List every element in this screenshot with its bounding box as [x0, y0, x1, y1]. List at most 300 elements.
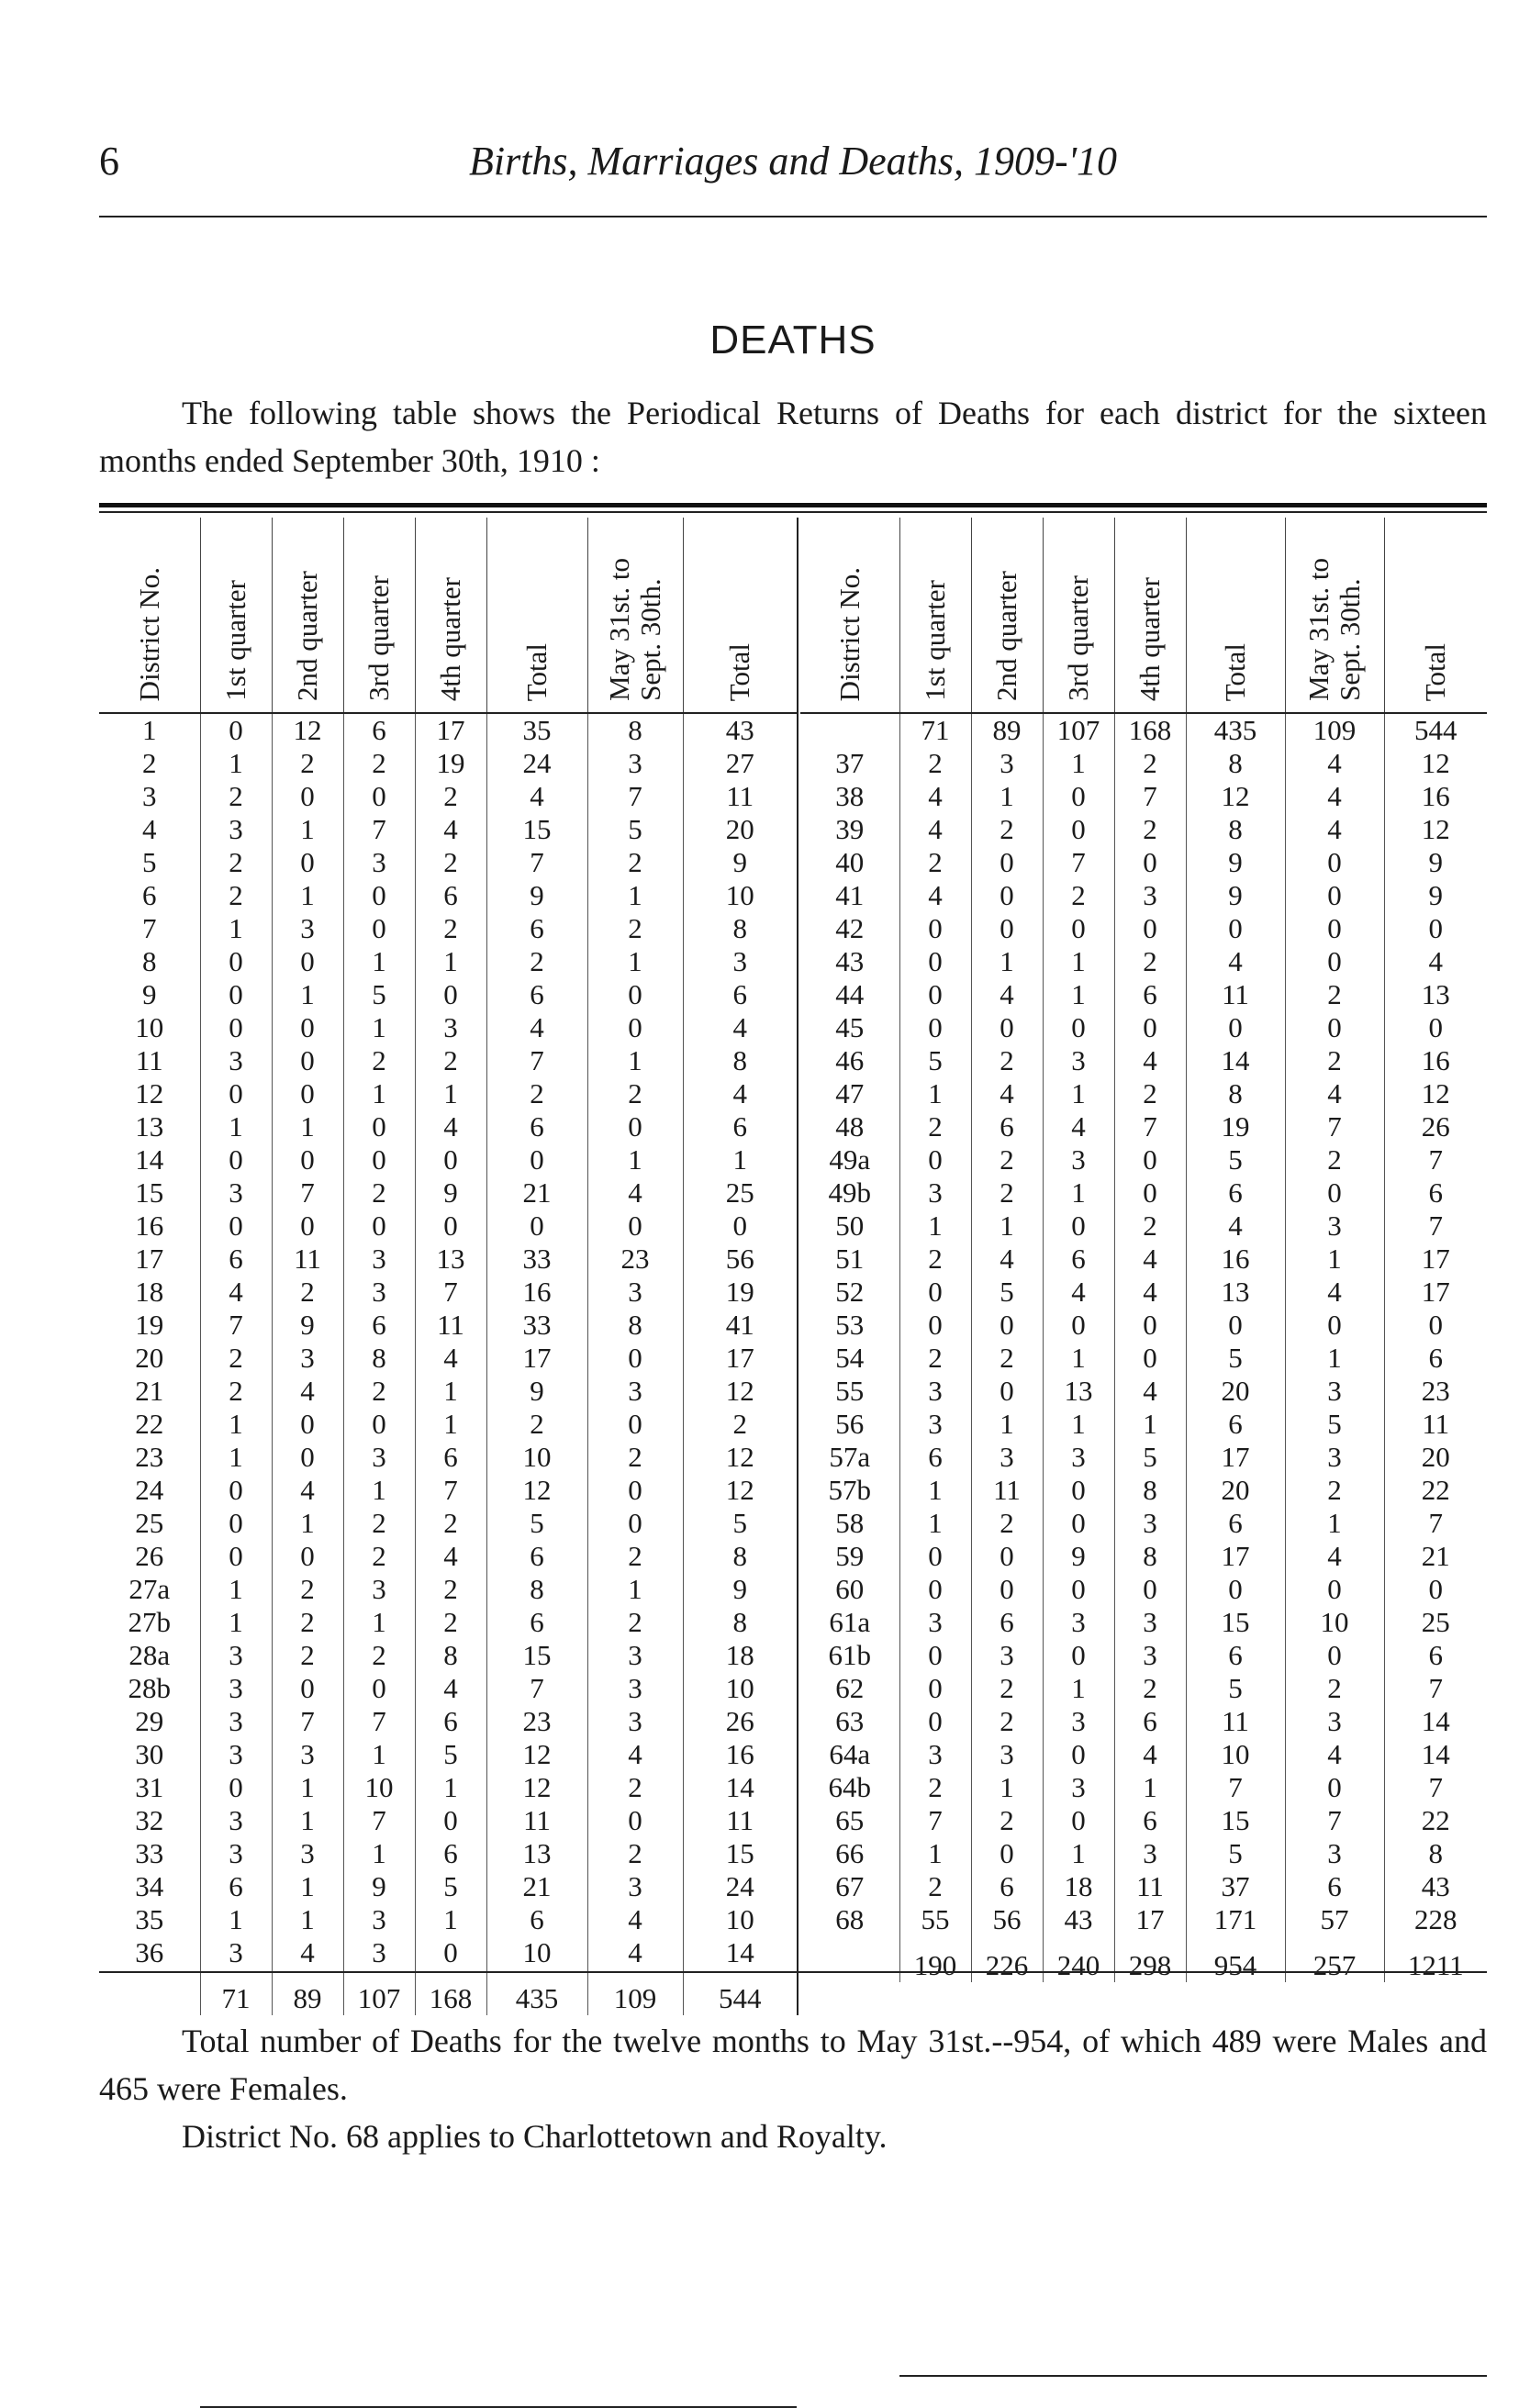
- count-cell: 3: [971, 1441, 1043, 1474]
- count-cell: 2: [200, 780, 272, 813]
- count-cell: 25: [1421, 1606, 1450, 1638]
- count-cell: 1211: [1407, 1949, 1464, 1981]
- count-cell: 1: [200, 1408, 272, 1441]
- count-cell: 11: [1186, 1705, 1285, 1738]
- district-number-cell: 6: [99, 879, 200, 912]
- count-cell: 2: [343, 747, 415, 780]
- count-cell: 89: [971, 713, 1043, 747]
- count-cell: 3: [1114, 1606, 1186, 1639]
- count-cell: 3: [272, 1342, 343, 1375]
- district-number-cell: 20: [99, 1342, 200, 1375]
- count-cell: 0: [1114, 1011, 1186, 1044]
- count-cell: 9: [272, 1309, 343, 1342]
- count-cell: 0: [1428, 1309, 1443, 1341]
- count-cell: 0: [1114, 912, 1186, 945]
- count-cell: 0: [587, 1210, 683, 1243]
- table-row: [99, 813, 797, 846]
- right-col-header-label: 4th quarter: [1134, 576, 1166, 701]
- count-cell: 0: [899, 978, 971, 1011]
- count-cell: 3: [1285, 1705, 1384, 1738]
- count-cell: 0: [272, 1011, 343, 1044]
- right-col-header: [1114, 518, 1186, 713]
- count-cell: 8: [732, 1044, 747, 1076]
- count-cell: 3: [200, 1804, 272, 1837]
- count-cell: 2: [415, 780, 486, 813]
- count-cell: 23: [1421, 1375, 1450, 1407]
- count-cell: 0: [272, 780, 343, 813]
- count-cell: 2: [971, 1705, 1043, 1738]
- count-cell: 3: [200, 1044, 272, 1077]
- count-cell: 27: [725, 747, 754, 779]
- count-cell: 2: [343, 1375, 415, 1408]
- right-table-body: [800, 713, 1487, 1982]
- right-col-header: [971, 518, 1043, 713]
- count-cell: 3: [1114, 1507, 1186, 1540]
- count-cell: 3: [1114, 879, 1186, 912]
- count-cell: 0: [587, 978, 683, 1011]
- district-number-cell: 4: [99, 813, 200, 846]
- table-row: [99, 1705, 797, 1738]
- district-number-cell: 24: [99, 1474, 200, 1507]
- count-cell: 3: [899, 1606, 971, 1639]
- count-cell: 5: [1186, 1342, 1285, 1375]
- count-cell: 0: [1186, 1309, 1285, 1342]
- table-bottom-rule: [99, 1971, 1487, 1973]
- count-cell: 2: [1285, 1672, 1384, 1705]
- count-cell: 4: [200, 1276, 272, 1309]
- count-cell: 2: [272, 1276, 343, 1309]
- count-cell: 4: [1114, 1738, 1186, 1771]
- district-number-cell: 42: [800, 912, 899, 945]
- count-cell: 8: [486, 1573, 587, 1606]
- count-cell: 3: [1114, 1837, 1186, 1870]
- count-cell: 3: [272, 1738, 343, 1771]
- district-number-cell: 22: [99, 1408, 200, 1441]
- count-cell: 0: [1114, 846, 1186, 879]
- table-row: [800, 1837, 1487, 1870]
- count-cell: 11: [726, 780, 754, 812]
- count-cell: 8: [732, 912, 747, 944]
- count-cell: 2: [1114, 1077, 1186, 1110]
- count-cell: 7: [1428, 1771, 1443, 1803]
- count-cell: 2: [971, 1672, 1043, 1705]
- count-cell: 3: [1043, 1705, 1114, 1738]
- count-cell: 1: [272, 978, 343, 1011]
- count-cell: 20: [1186, 1375, 1285, 1408]
- count-cell: 89: [272, 1969, 343, 2015]
- count-cell: 0: [200, 945, 272, 978]
- count-cell: 107: [343, 1969, 415, 2015]
- district-68-note: District No. 68 applies to Charlottetown and Royalty.: [182, 2118, 888, 2155]
- count-cell: 3: [1043, 1143, 1114, 1176]
- count-cell: 13: [1421, 978, 1450, 1010]
- page-number: 6: [99, 139, 119, 184]
- table-row: [99, 1011, 797, 1044]
- count-cell: 0: [971, 1375, 1043, 1408]
- count-cell: 257: [1285, 1936, 1384, 1982]
- count-cell: 4: [415, 1342, 486, 1375]
- district-number-cell: 19: [99, 1309, 200, 1342]
- count-cell: 56: [971, 1903, 1043, 1936]
- count-cell: 1: [200, 1606, 272, 1639]
- count-cell: 0: [415, 1936, 486, 1969]
- district-number-cell: 1: [99, 713, 200, 747]
- table-row: [800, 1870, 1487, 1903]
- count-cell: 4: [486, 1011, 587, 1044]
- intro-paragraph: The following table shows the Periodical Returns of Deaths for each district for the sixteen months ended September 30th, 1910 :: [99, 395, 1487, 479]
- count-cell: 20: [725, 813, 754, 845]
- count-cell: 2: [343, 1044, 415, 1077]
- count-cell: 14: [725, 1771, 754, 1803]
- count-cell: 107: [1043, 713, 1114, 747]
- count-cell: 1: [1043, 1672, 1114, 1705]
- count-cell: 2: [486, 1408, 587, 1441]
- count-cell: 17: [415, 713, 486, 747]
- count-cell: 3: [1114, 1639, 1186, 1672]
- count-cell: 2: [971, 813, 1043, 846]
- count-cell: 0: [415, 1804, 486, 1837]
- count-cell: 3: [343, 1936, 415, 1969]
- count-cell: 4: [1114, 1044, 1186, 1077]
- count-cell: 2: [587, 846, 683, 879]
- count-cell: 3: [587, 1672, 683, 1705]
- left-col-header-label: District No.: [132, 566, 165, 701]
- table-row: [99, 1077, 797, 1110]
- count-cell: 2: [587, 1771, 683, 1804]
- count-cell: 33: [486, 1309, 587, 1342]
- district-number-cell: 27a: [99, 1573, 200, 1606]
- count-cell: 0: [1114, 1573, 1186, 1606]
- district-number-cell: 49b: [800, 1176, 899, 1210]
- count-cell: 1: [415, 1903, 486, 1936]
- count-cell: 9: [415, 1176, 486, 1210]
- table-row: [800, 747, 1487, 780]
- count-cell: 1: [1043, 747, 1114, 780]
- count-cell: 7: [272, 1176, 343, 1210]
- table-row: [99, 1276, 797, 1309]
- district-number-cell: 8: [99, 945, 200, 978]
- count-cell: 9: [343, 1870, 415, 1903]
- count-cell: 7: [486, 1672, 587, 1705]
- count-cell: 8: [1114, 1540, 1186, 1573]
- count-cell: 0: [343, 1143, 415, 1176]
- count-cell: 6: [971, 1110, 1043, 1143]
- left-col-header: [343, 518, 415, 713]
- count-cell: 1: [1043, 1342, 1114, 1375]
- count-cell: 435: [1186, 713, 1285, 747]
- count-cell: 2: [272, 1639, 343, 1672]
- count-cell: 8: [587, 1309, 683, 1342]
- left-col-header-label: Total: [723, 642, 756, 701]
- table-row: [99, 1110, 797, 1143]
- right-col-header: [1384, 518, 1487, 713]
- district-number-cell: 62: [800, 1672, 899, 1705]
- right-col-header: [1285, 518, 1384, 713]
- count-cell: 10: [1285, 1606, 1384, 1639]
- count-cell: 1: [1043, 1837, 1114, 1870]
- table-row: [800, 1011, 1487, 1044]
- count-cell: 298: [1114, 1936, 1186, 1982]
- count-cell: 2: [587, 912, 683, 945]
- table-top-rule-thin: [99, 511, 1487, 513]
- count-cell: 0: [971, 1573, 1043, 1606]
- count-cell: 0: [200, 1210, 272, 1243]
- count-cell: 2: [415, 1606, 486, 1639]
- count-cell: 2: [343, 1639, 415, 1672]
- count-cell: 3: [587, 1375, 683, 1408]
- count-cell: 0: [899, 1639, 971, 1672]
- count-cell: 22: [1421, 1474, 1450, 1506]
- count-cell: 4: [272, 1936, 343, 1969]
- count-cell: 1: [1043, 978, 1114, 1011]
- left-col-header-label: 2nd quarter: [291, 570, 323, 701]
- table-row: [800, 1507, 1487, 1540]
- count-cell: 0: [971, 846, 1043, 879]
- district-number-cell: 58: [800, 1507, 899, 1540]
- count-cell: 16: [725, 1738, 754, 1770]
- count-cell: 5: [1186, 1837, 1285, 1870]
- left-col-header: [415, 518, 486, 713]
- district-number-cell: 28a: [99, 1639, 200, 1672]
- count-cell: 2: [587, 1441, 683, 1474]
- count-cell: 2: [1285, 978, 1384, 1011]
- table-row: [800, 1309, 1487, 1342]
- table-row: [99, 1176, 797, 1210]
- count-cell: 7: [343, 1705, 415, 1738]
- count-cell: 2: [486, 945, 587, 978]
- count-cell: 0: [200, 1474, 272, 1507]
- count-cell: 0: [1285, 879, 1384, 912]
- table-row: [800, 978, 1487, 1011]
- count-cell: 4: [1285, 1738, 1384, 1771]
- deaths-table-left: [99, 518, 797, 2015]
- count-cell: 1: [272, 1507, 343, 1540]
- count-cell: 4: [971, 978, 1043, 1011]
- count-cell: 1: [272, 1870, 343, 1903]
- district-number-cell: 9: [99, 978, 200, 1011]
- district-number-cell: 26: [99, 1540, 200, 1573]
- count-cell: 7: [1043, 846, 1114, 879]
- left-col-header: [99, 518, 200, 713]
- table-row: [99, 1210, 797, 1243]
- count-cell: 109: [1285, 713, 1384, 747]
- count-cell: 4: [1186, 1210, 1285, 1243]
- right-col-header-label: Total: [1219, 642, 1251, 701]
- count-cell: 7: [486, 846, 587, 879]
- count-cell: 2: [971, 1342, 1043, 1375]
- count-cell: 2: [200, 1342, 272, 1375]
- count-cell: 1: [415, 1408, 486, 1441]
- count-cell: 0: [200, 1771, 272, 1804]
- count-cell: 3: [1043, 1771, 1114, 1804]
- count-cell: 3: [587, 1276, 683, 1309]
- left-col-header-label: May 31st. to Sept. 30th.: [603, 558, 666, 701]
- district-number-cell: 3: [99, 780, 200, 813]
- table-row: [99, 1375, 797, 1408]
- count-cell: 71: [200, 1969, 272, 2015]
- count-cell: 18: [725, 1639, 754, 1671]
- count-cell: 10: [486, 1936, 587, 1969]
- count-cell: 20: [1421, 1441, 1450, 1473]
- table-row: [800, 1573, 1487, 1606]
- count-cell: 0: [200, 978, 272, 1011]
- count-cell: 0: [1043, 813, 1114, 846]
- count-cell: 6: [486, 1606, 587, 1639]
- count-cell: 1: [343, 1837, 415, 1870]
- count-cell: 11: [1186, 978, 1285, 1011]
- count-cell: 17: [1114, 1903, 1186, 1936]
- count-cell: 16: [1186, 1243, 1285, 1276]
- table-row: [800, 1540, 1487, 1573]
- count-cell: 14: [1421, 1738, 1450, 1770]
- count-cell: 0: [1114, 1342, 1186, 1375]
- count-cell: 7: [1428, 1672, 1443, 1704]
- district-number-cell: 45: [800, 1011, 899, 1044]
- count-cell: 0: [272, 1672, 343, 1705]
- count-cell: 25: [725, 1176, 754, 1209]
- table-row: [99, 1441, 797, 1474]
- count-cell: 55: [899, 1903, 971, 1936]
- count-cell: 10: [725, 879, 754, 911]
- district-number-cell: 27b: [99, 1606, 200, 1639]
- count-cell: 17: [1421, 1276, 1450, 1308]
- count-cell: 1: [272, 1804, 343, 1837]
- count-cell: 1: [272, 879, 343, 912]
- district-number-cell: 31: [99, 1771, 200, 1804]
- district-number-cell: [800, 1936, 899, 1982]
- district-number-cell: 36: [99, 1936, 200, 1969]
- table-row: [800, 1143, 1487, 1176]
- count-cell: 1: [343, 1606, 415, 1639]
- district-number-cell: 23: [99, 1441, 200, 1474]
- count-cell: 3: [343, 1573, 415, 1606]
- count-cell: 0: [971, 879, 1043, 912]
- count-cell: 0: [272, 846, 343, 879]
- right-header-row: [800, 518, 1487, 713]
- count-cell: 56: [725, 1243, 754, 1275]
- count-cell: 435: [486, 1969, 587, 2015]
- count-cell: 3: [1285, 1441, 1384, 1474]
- count-cell: 1: [415, 1375, 486, 1408]
- table-row: [800, 1441, 1487, 1474]
- count-cell: 4: [415, 1672, 486, 1705]
- count-cell: 3: [971, 1738, 1043, 1771]
- count-cell: 7: [899, 1804, 971, 1837]
- count-cell: 12: [486, 1474, 587, 1507]
- right-col-header-label: 3rd quarter: [1062, 575, 1094, 701]
- count-cell: 1: [971, 945, 1043, 978]
- table-row: [800, 1110, 1487, 1143]
- count-cell: 5: [415, 1738, 486, 1771]
- count-cell: 6: [415, 1837, 486, 1870]
- count-cell: 7: [415, 1276, 486, 1309]
- count-cell: 544: [719, 1982, 762, 2014]
- district-number-cell: 32: [99, 1804, 200, 1837]
- count-cell: 2: [1043, 879, 1114, 912]
- count-cell: 3: [200, 1672, 272, 1705]
- count-cell: 0: [1285, 1011, 1384, 1044]
- count-cell: 3: [1285, 1210, 1384, 1243]
- count-cell: 2: [486, 1077, 587, 1110]
- count-cell: 7: [1186, 1771, 1285, 1804]
- count-cell: 6: [200, 1243, 272, 1276]
- table-row: [99, 912, 797, 945]
- count-cell: 2: [200, 1375, 272, 1408]
- count-cell: 5: [415, 1870, 486, 1903]
- table-row: [99, 1540, 797, 1573]
- district-number-cell: 65: [800, 1804, 899, 1837]
- count-cell: 1: [1285, 1243, 1384, 1276]
- district-number-cell: 16: [99, 1210, 200, 1243]
- table-row: [99, 1804, 797, 1837]
- count-cell: 7: [1428, 1507, 1443, 1539]
- table-row: [800, 1243, 1487, 1276]
- count-cell: 9: [1186, 879, 1285, 912]
- district-number-cell: [800, 713, 899, 747]
- count-cell: 5: [587, 813, 683, 846]
- count-cell: 23: [486, 1705, 587, 1738]
- count-cell: 10: [1186, 1738, 1285, 1771]
- table-row: [800, 1771, 1487, 1804]
- district-number-cell: 39: [800, 813, 899, 846]
- running-header: [99, 128, 1487, 184]
- count-cell: 6: [899, 1441, 971, 1474]
- count-cell: 0: [587, 1342, 683, 1375]
- count-cell: 19: [415, 747, 486, 780]
- count-cell: 4: [587, 1903, 683, 1936]
- table-row: [800, 1276, 1487, 1309]
- count-cell: 1: [899, 1474, 971, 1507]
- table-row: [99, 1143, 797, 1176]
- district-number-cell: 67: [800, 1870, 899, 1903]
- count-cell: 6: [415, 1705, 486, 1738]
- running-title: Births, Marriages and Deaths, 1909-'10: [468, 139, 1118, 184]
- count-cell: 2: [587, 1540, 683, 1573]
- count-cell: 4: [1285, 813, 1384, 846]
- count-cell: 0: [1186, 1573, 1285, 1606]
- count-cell: 8: [732, 1606, 747, 1638]
- district-number-cell: 12: [99, 1077, 200, 1110]
- count-cell: 0: [587, 1507, 683, 1540]
- count-cell: 15: [725, 1837, 754, 1869]
- count-cell: 15: [486, 1639, 587, 1672]
- count-cell: 0: [587, 1110, 683, 1143]
- count-cell: 3: [587, 1639, 683, 1672]
- right-col-header-label: 2nd quarter: [990, 570, 1022, 701]
- count-cell: 0: [343, 1210, 415, 1243]
- table-row: [800, 945, 1487, 978]
- district-number-cell: 40: [800, 846, 899, 879]
- left-table-body: [99, 713, 797, 2015]
- count-cell: 2: [343, 1540, 415, 1573]
- count-cell: 15: [1186, 1606, 1285, 1639]
- count-cell: 26: [725, 1705, 754, 1737]
- count-cell: 3: [971, 747, 1043, 780]
- count-cell: 11: [486, 1804, 587, 1837]
- right-half-table: [800, 518, 1487, 1982]
- table-row: [800, 780, 1487, 813]
- left-col-header: [272, 518, 343, 713]
- count-cell: 35: [486, 713, 587, 747]
- count-cell: 1: [587, 1573, 683, 1606]
- count-cell: 3: [1043, 1606, 1114, 1639]
- right-total-rule: [899, 2375, 1487, 2377]
- right-col-header-label: 1st quarter: [919, 580, 951, 701]
- table-row: [800, 1672, 1487, 1705]
- count-cell: 1: [272, 1903, 343, 1936]
- count-cell: 0: [272, 1540, 343, 1573]
- district-number-cell: 5: [99, 846, 200, 879]
